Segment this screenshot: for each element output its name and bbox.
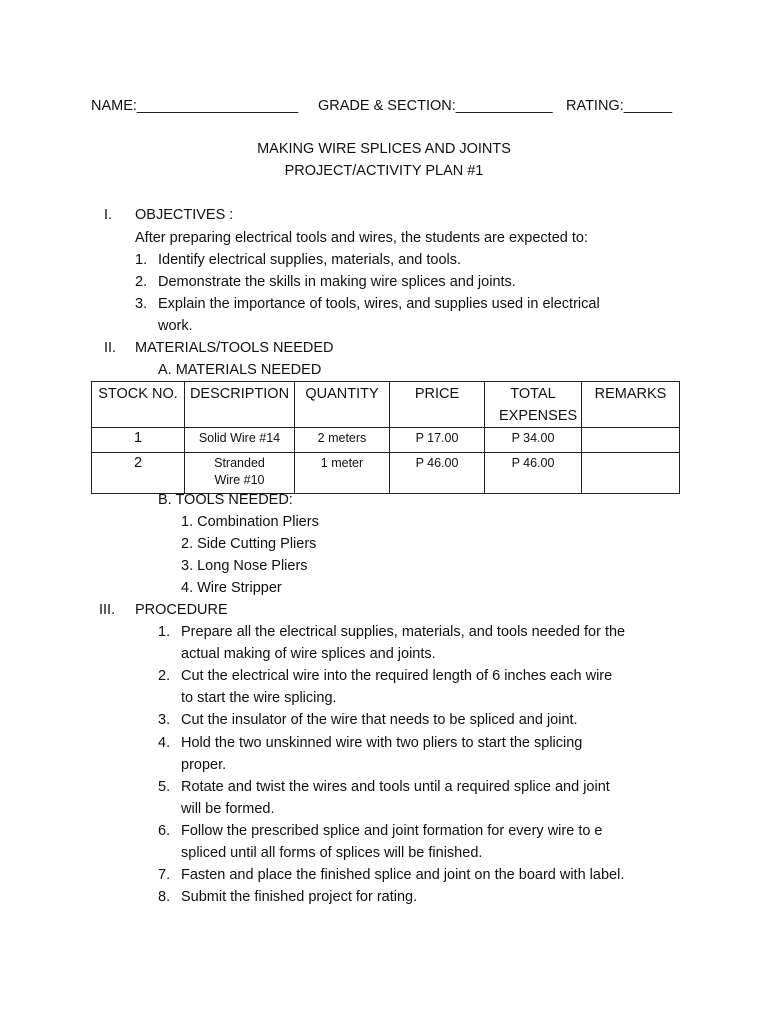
tool-item: 1. Combination Pliers [181, 514, 319, 530]
procedure-step: Fasten and place the finished splice and joint on the board with label. [181, 867, 625, 883]
objective-item-continuation: work. [158, 318, 193, 334]
table-cell: P 46.00 [485, 453, 582, 494]
grade-section-field: GRADE & SECTION:____________ [318, 98, 553, 114]
procedure-step: Submit the finished project for rating. [181, 889, 418, 905]
table-row [92, 428, 680, 453]
document-subtitle: PROJECT/ACTIVITY PLAN #1 [284, 163, 484, 179]
procedure-heading: PROCEDURE [135, 602, 228, 618]
column-header: TOTAL EXPENSES [485, 382, 582, 428]
column-header: STOCK NO. [92, 382, 185, 428]
table-header-row [92, 382, 680, 428]
procedure-step: Hold the two unskinned wire with two pliers to start the splicing [181, 735, 583, 751]
procedure-step: Cut the insulator of the wire that needs to be spliced and joint. [181, 712, 578, 728]
step-number: 2. [158, 668, 171, 684]
procedure-step-continuation: proper. [181, 757, 227, 773]
objective-number: 2. [135, 274, 148, 290]
materials-heading: MATERIALS/TOOLS NEEDED [135, 340, 334, 356]
procedure-step-continuation: actual making of wire splices and joints. [181, 646, 436, 662]
column-header: REMARKS [582, 382, 680, 428]
tools-subheading: B. TOOLS NEEDED: [158, 492, 293, 508]
procedure-step: Rotate and twist the wires and tools until a required splice and joint [181, 779, 610, 795]
objectives-intro: After preparing electrical tools and wires, the students are expected to: [135, 230, 588, 246]
procedure-step: Follow the prescribed splice and joint formation for every wire to e [181, 823, 603, 839]
step-number: 7. [158, 867, 171, 883]
materials-table [91, 381, 680, 494]
table-cell: 1 [92, 428, 185, 453]
procedure-step-continuation: will be formed. [181, 801, 275, 817]
tool-item: 3. Long Nose Pliers [181, 558, 308, 574]
materials-numeral: II. [104, 340, 117, 356]
table-cell: P 34.00 [485, 428, 582, 453]
table-cell: P 46.00 [390, 453, 485, 494]
objective-item: Explain the importance of tools, wires, and supplies used in electrical [158, 296, 600, 312]
procedure-step-continuation: to start the wire splicing. [181, 690, 337, 706]
column-header: QUANTITY [295, 382, 390, 428]
table-cell: Solid Wire #14 [185, 428, 295, 453]
name-field: NAME:____________________ [91, 98, 299, 114]
materials-subheading: A. MATERIALS NEEDED [158, 362, 322, 378]
objectives-heading: OBJECTIVES : [135, 207, 234, 223]
column-header: DESCRIPTION [185, 382, 295, 428]
step-number: 4. [158, 735, 171, 751]
procedure-numeral: III. [99, 602, 116, 618]
column-header: PRICE [390, 382, 485, 428]
objective-item: Identify electrical supplies, materials, and tools. [158, 252, 462, 268]
table-cell: 2 [92, 453, 185, 494]
objective-item: Demonstrate the skills in making wire splices and joints. [158, 274, 516, 290]
objectives-numeral: I. [104, 207, 113, 223]
table-cell: 1 meter [295, 453, 390, 494]
procedure-step: Cut the electrical wire into the required length of 6 inches each wire [181, 668, 613, 684]
procedure-step: Prepare all the electrical supplies, materials, and tools needed for the [181, 624, 626, 640]
rating-field: RATING:______ [566, 98, 673, 114]
document-title: MAKING WIRE SPLICES AND JOINTS [257, 141, 511, 157]
procedure-step-continuation: spliced until all forms of splices will be finished. [181, 845, 483, 861]
step-number: 1. [158, 624, 171, 640]
step-number: 6. [158, 823, 171, 839]
step-number: 5. [158, 779, 171, 795]
table-cell: Stranded Wire #10 [185, 453, 295, 494]
table-cell [582, 453, 680, 494]
objective-number: 3. [135, 296, 148, 312]
objective-number: 1. [135, 252, 148, 268]
table-cell: P 17.00 [390, 428, 485, 453]
step-number: 3. [158, 712, 171, 728]
tool-item: 2. Side Cutting Pliers [181, 536, 317, 552]
tool-item: 4. Wire Stripper [181, 580, 282, 596]
table-row [92, 453, 680, 494]
table-cell [582, 428, 680, 453]
step-number: 8. [158, 889, 171, 905]
table-cell: 2 meters [295, 428, 390, 453]
